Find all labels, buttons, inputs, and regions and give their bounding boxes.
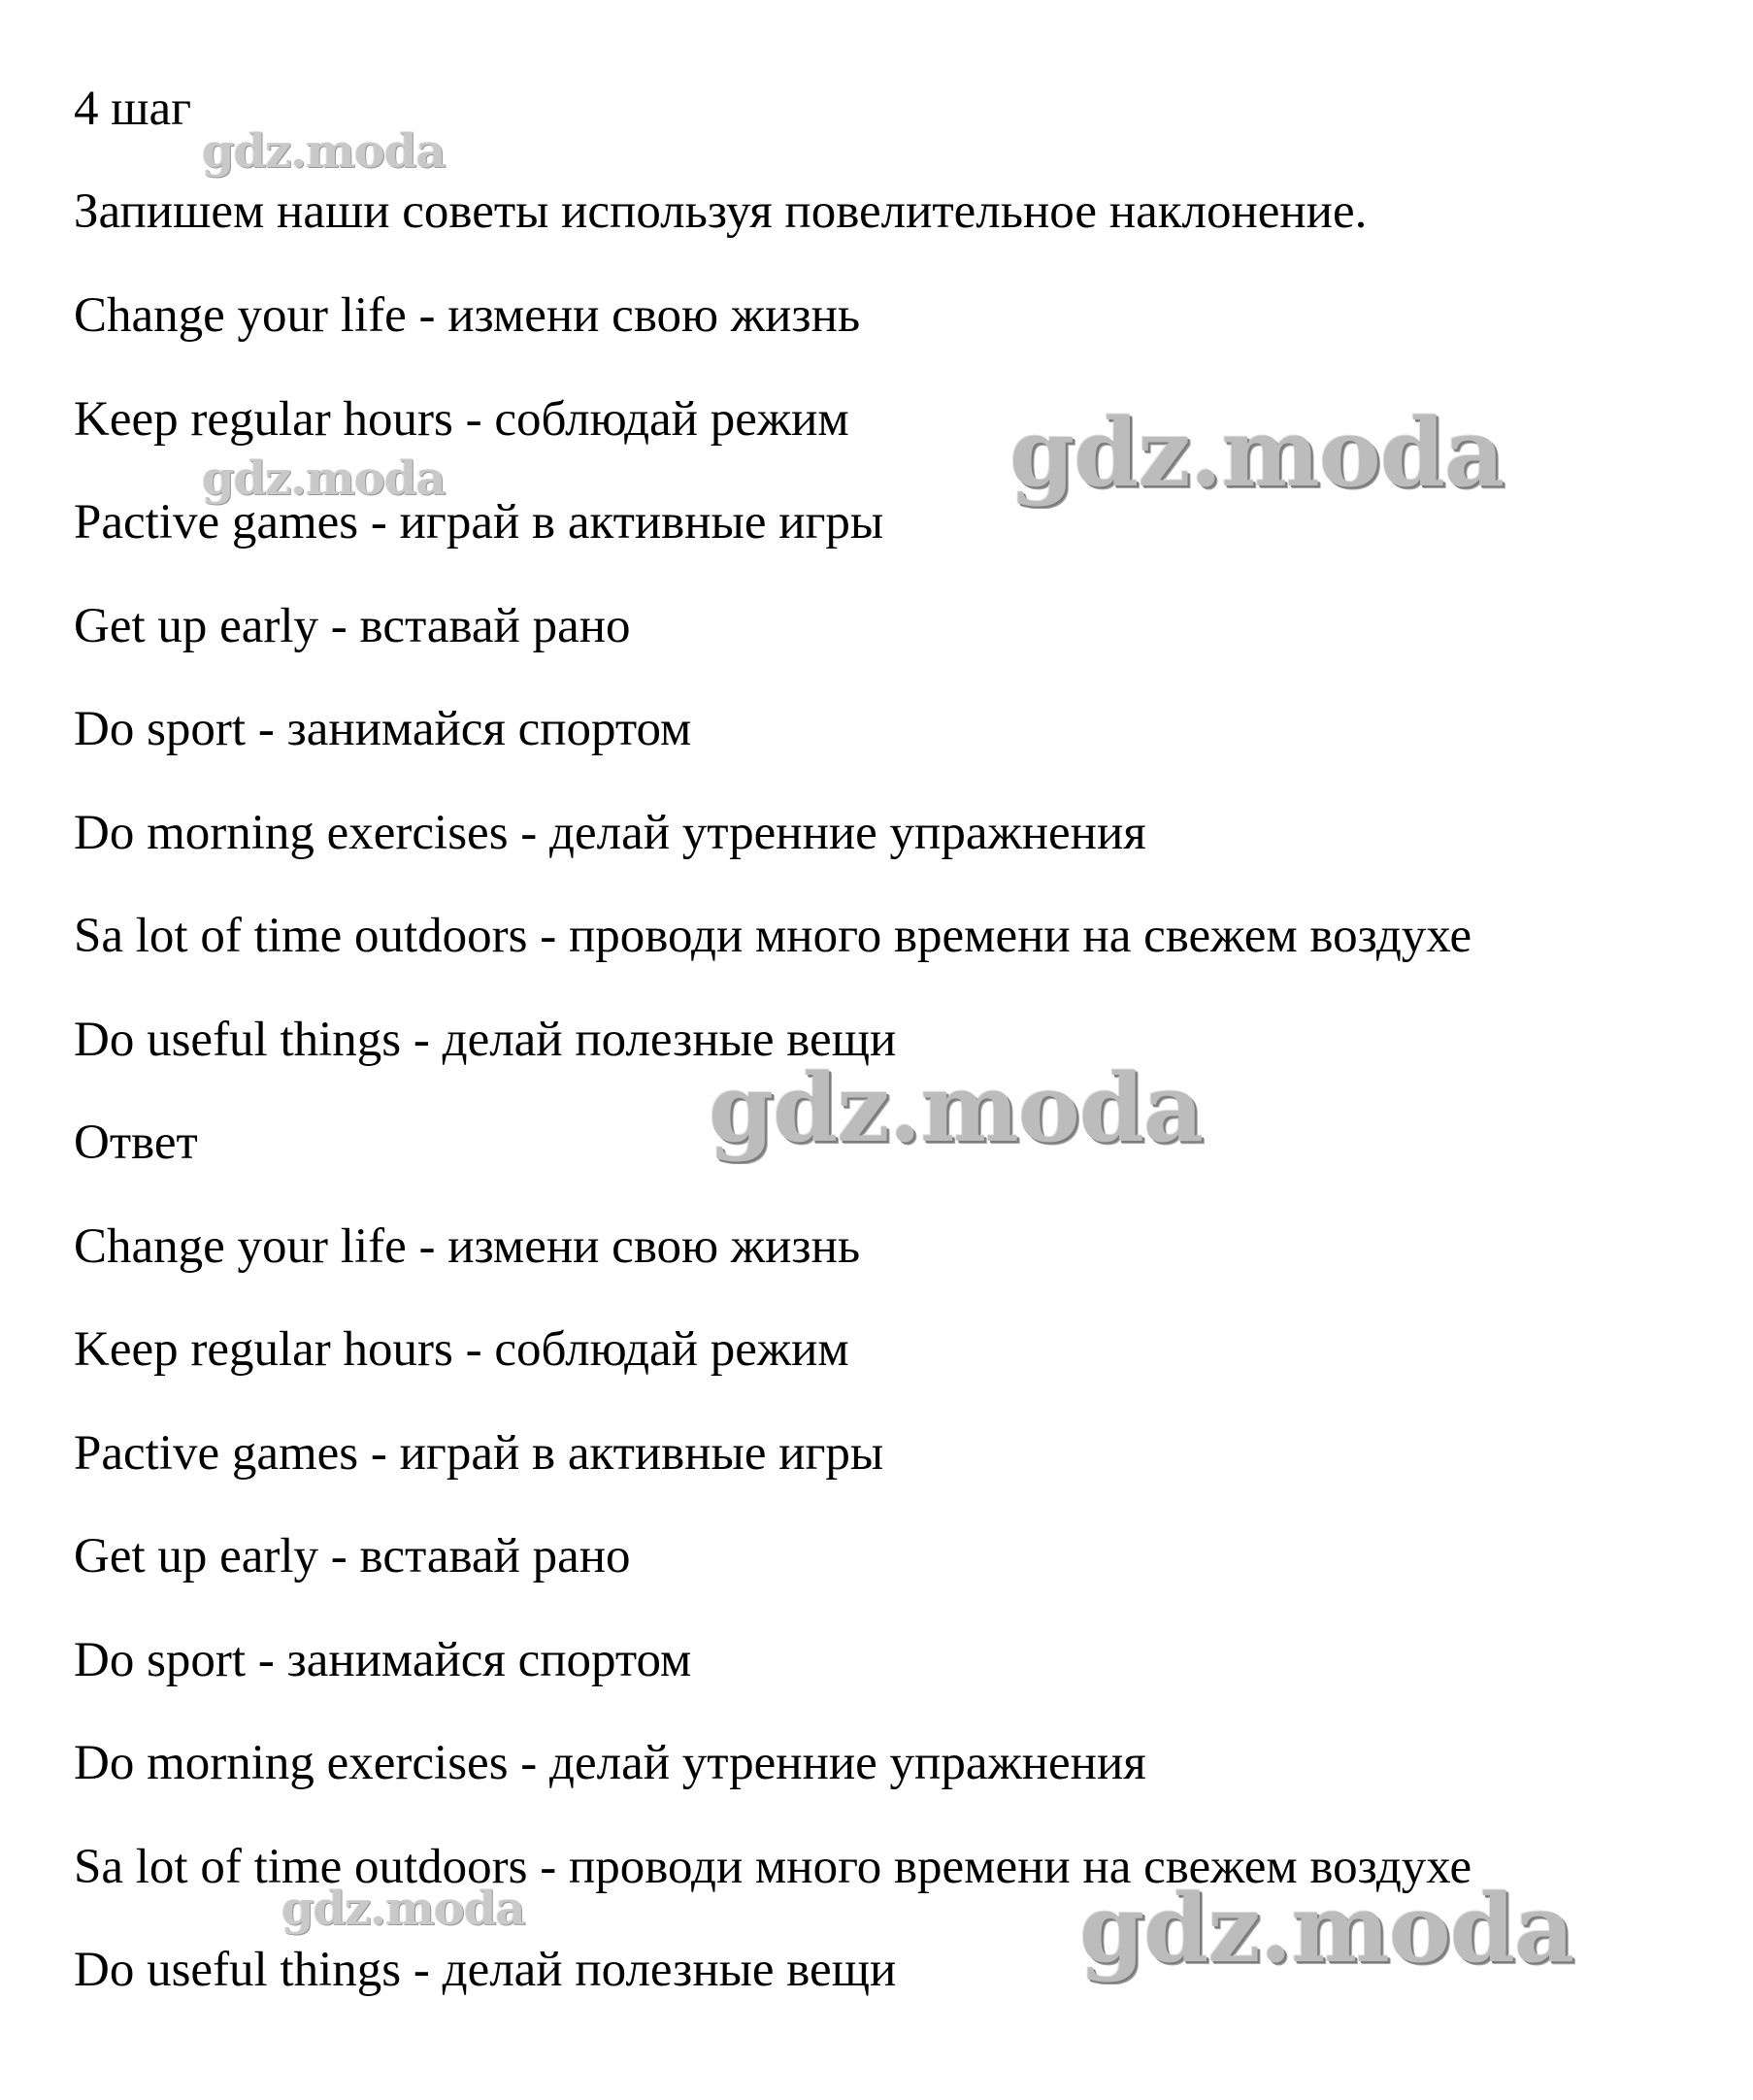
tip-line: Do morning exercises - делай утренние упражнения — [74, 806, 1146, 860]
answer-line: Sa lot of time outdoors - проводи много времени на свежем воздухе — [74, 1840, 1472, 1894]
watermark-bottom-right: gdz.moda — [1079, 1874, 1574, 1983]
tip-line: Keep regular hours - соблюдай режим — [74, 392, 849, 447]
intro-text: Запишем наши советы используя повелительное наклонение. — [74, 184, 1368, 239]
step-heading: 4 шаг — [74, 82, 192, 136]
answer-line: Pactive games - играй в активные игры — [74, 1426, 884, 1481]
answer-line: Do useful things - делай полезные вещи — [74, 1943, 897, 1997]
answer-line: Change your life - измени свою жизнь — [74, 1219, 861, 1274]
watermark-bottom-small: gdz.moda — [281, 1882, 525, 1936]
watermark-middle: gdz.moda — [709, 1053, 1204, 1163]
tip-line: Pactive games - играй в активные игры — [74, 495, 884, 550]
answer-label: Ответ — [74, 1116, 198, 1170]
answer-line: Do sport - занимайся спортом — [74, 1633, 692, 1687]
answer-line: Do morning exercises - делай утренние упражнения — [74, 1736, 1146, 1790]
watermark-upper-right: gdz.moda — [1009, 398, 1505, 508]
tip-line: Sa lot of time outdoors - проводи много времени на свежем воздухе — [74, 909, 1472, 963]
watermark-top-small: gdz.moda — [202, 124, 446, 179]
tip-line: Change your life - измени свою жизнь — [74, 288, 861, 343]
answer-line: Get up early - вставай рано — [74, 1529, 631, 1583]
answer-line: Keep regular hours - соблюдай режим — [74, 1322, 849, 1377]
tip-line: Do useful things - делай полезные вещи — [74, 1013, 897, 1067]
tip-line: Do sport - занимайся спортом — [74, 702, 692, 756]
tip-line: Get up early - вставай рано — [74, 599, 631, 653]
watermark-upper-left-small: gdz.moda — [202, 451, 446, 506]
